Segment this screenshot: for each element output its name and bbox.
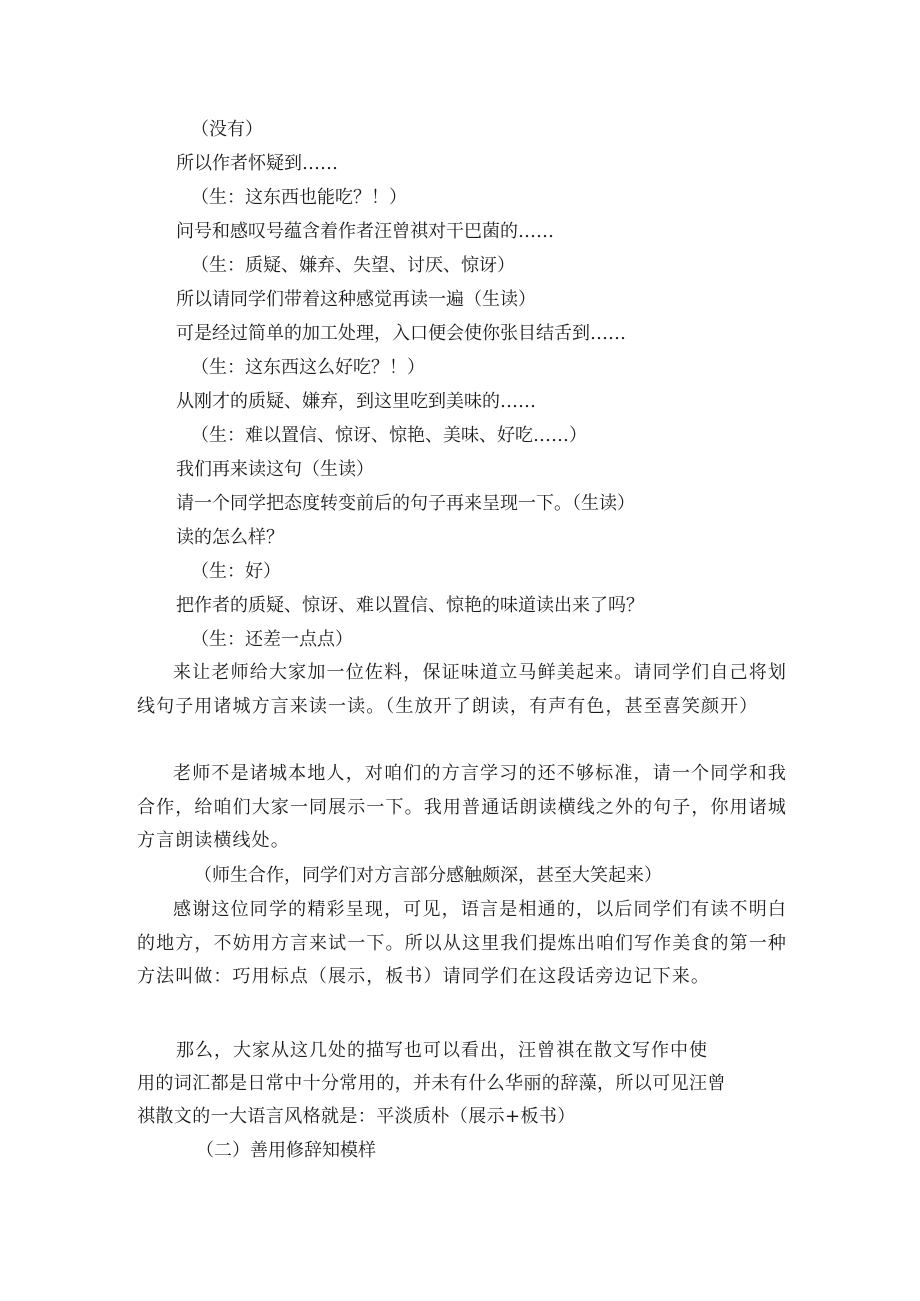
dialogue-line: （生：还差一点点） bbox=[191, 629, 353, 650]
body-paragraph: 来让老师给大家加一位佐料，保证味道立马鲜美起来。请同学们自己将划线句子用诸城方言来读一读。（生放开了朗读，有声有色，甚至喜笑颜开） bbox=[137, 662, 787, 717]
body-paragraph: 老师不是诸城本地人，对咱们的方言学习的还不够标准，请一个同学和我合作，给咱们大家一同展示一下。我用普通话朗读横线之外的句子，你用诸城方言朗读横线处。 bbox=[137, 763, 787, 851]
stage-direction: （师生合作，同学们对方言部分感触颇深，甚至大笑起来） bbox=[194, 865, 662, 886]
body-line: 祺散文的一大语言风格就是：平淡质朴（展示+板书） bbox=[137, 1106, 576, 1127]
dialogue-line: 可是经过简单的加工处理，入口便会使你张目结舌到…… bbox=[176, 323, 626, 344]
dialogue-line: （生：质疑、嫌弃、失望、讨厌、惊讶） bbox=[191, 255, 515, 276]
dialogue-line: 所以请同学们带着这种感觉再读一遍（生读） bbox=[176, 289, 536, 310]
dialogue-line: 读的怎么样？ bbox=[176, 527, 284, 548]
dialogue-line: （生：好） bbox=[191, 561, 281, 582]
body-paragraph: 感谢这位同学的精彩呈现，可见，语言是相通的，以后同学们有读不明白的地方，不妨用方言来试一下。所以从这里我们提炼出咱们写作美食的第一种方法叫做：巧用标点（展示，板书）请同学们在这段话旁边记下来。 bbox=[137, 899, 787, 987]
section-heading: （二）善用修辞知模样 bbox=[196, 1140, 376, 1161]
dialogue-line: 我们再来读这句（生读） bbox=[176, 459, 374, 480]
body-line: 那么，大家从这几处的描写也可以看出，汪曾祺在散文写作中使 bbox=[176, 1040, 708, 1061]
dialogue-line: （生：这东西这么好吃？！） bbox=[191, 357, 425, 378]
dialogue-line: 问号和感叹号蕴含着作者汪曾祺对干巴菌的…… bbox=[176, 221, 554, 242]
dialogue-line: （生：这东西也能吃？！） bbox=[191, 187, 407, 208]
dialogue-line: 把作者的质疑、惊讶、难以置信、惊艳的味道读出来了吗？ bbox=[176, 595, 644, 616]
dialogue-line: （没有） bbox=[191, 119, 263, 140]
dialogue-line: 所以作者怀疑到…… bbox=[176, 153, 338, 174]
dialogue-line: 从刚才的质疑、嫌弃，到这里吃到美味的…… bbox=[176, 391, 536, 412]
dialogue-line: 请一个同学把态度转变前后的句子再来呈现一下。（生读） bbox=[176, 493, 635, 514]
body-line: 用的词汇都是日常中十分常用的，并未有什么华丽的辞藻，所以可见汪曾 bbox=[137, 1073, 726, 1094]
dialogue-line: （生：难以置信、惊讶、惊艳、美味、好吃……） bbox=[191, 425, 587, 446]
